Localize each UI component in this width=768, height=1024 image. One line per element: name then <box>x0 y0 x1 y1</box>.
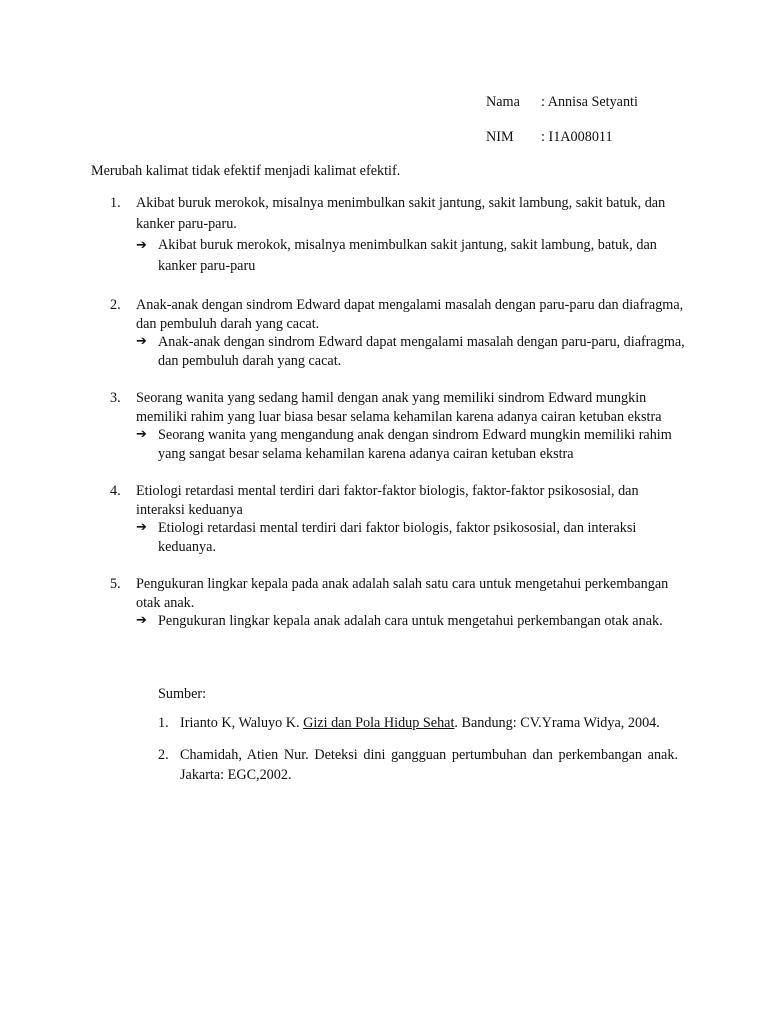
name-value: : Annisa Setyanti <box>541 94 638 110</box>
reference-number: 1. <box>158 715 169 731</box>
original-sentence: Seorang wanita yang sedang hamil dengan anak yang memiliki sindrom Edward mungkin memiliki rahim yang luar biasa besar selama kehamilan karena adanya cairan ketuban ekstra <box>136 390 662 425</box>
arrow-right-icon: ➔ <box>136 427 147 442</box>
arrow-right-icon: ➔ <box>136 520 147 535</box>
list-item <box>110 296 686 370</box>
corrected-sentence: Etiologi retardasi mental terdiri dari faktor biologis, faktor psikososial, dan interaksi keduanya. <box>158 520 637 555</box>
original-sentence: Anak-anak dengan sindrom Edward dapat mengalami masalah dengan paru-paru dan diafragma, dan pembuluh darah yang cacat. <box>136 297 684 332</box>
intro-text: Merubah kalimat tidak efektif menjadi kalimat efektif. <box>91 163 401 179</box>
nim-row <box>486 127 638 147</box>
original-sentence: Etiologi retardasi mental terdiri dari faktor-faktor biologis, faktor-faktor psikososial, dan interaksi keduanya <box>136 483 639 518</box>
nim-value: : I1A008011 <box>541 129 613 145</box>
arrow-right-icon: ➔ <box>136 334 147 349</box>
sources-title: Sumber: <box>158 686 207 702</box>
item-number: 3. <box>110 390 121 406</box>
reference-text: Chamidah, Atien Nur. Deteksi dini gangguan pertumbuhan dan perkembangan anak. Jakarta: EGC,2002. <box>180 747 678 783</box>
list-item <box>110 193 686 277</box>
corrected-sentence: Pengukuran lingkar kepala anak adalah cara untuk mengetahui perkembangan otak anak. <box>158 613 663 629</box>
reference-publisher: . Bandung: CV.Yrama Widya, 2004. <box>454 715 660 731</box>
exercise-list <box>110 193 686 650</box>
reference-book-title: Gizi dan Pola Hidup Sehat <box>303 715 455 731</box>
item-number: 1. <box>110 195 121 211</box>
item-number: 2. <box>110 297 121 313</box>
corrected-sentence: Anak-anak dengan sindrom Edward dapat mengalami masalah dengan paru-paru, diafragma, dan pembuluh darah yang cacat. <box>158 334 685 369</box>
nim-label: NIM <box>486 129 514 145</box>
reference-authors: Irianto K, Waluyo K. <box>180 715 304 731</box>
list-item <box>110 575 686 631</box>
student-info <box>486 92 638 162</box>
reference-text <box>180 708 678 738</box>
list-item <box>110 482 686 556</box>
reference-item <box>158 745 678 785</box>
reference-item <box>158 708 678 738</box>
original-sentence: Pengukuran lingkar kepala pada anak adalah salah satu cara untuk mengetahui perkembangan otak anak. <box>136 576 669 611</box>
sources-section <box>158 684 678 785</box>
arrow-right-icon: ➔ <box>136 613 147 628</box>
name-label: Nama <box>486 94 520 110</box>
name-row <box>486 92 638 112</box>
reference-number: 2. <box>158 747 169 763</box>
item-number: 4. <box>110 483 121 499</box>
list-item <box>110 389 686 463</box>
corrected-sentence: Seorang wanita yang mengandung anak dengan sindrom Edward mungkin memiliki rahim yang sangat besar selama kehamilan karena adanya cairan ketuban ekstra <box>158 427 672 462</box>
item-number: 5. <box>110 576 121 592</box>
arrow-right-icon: ➔ <box>136 238 147 253</box>
corrected-sentence: Akibat buruk merokok, misalnya menimbulkan sakit jantung, sakit lambung, batuk, dan kanker paru-paru <box>158 237 657 274</box>
original-sentence: Akibat buruk merokok, misalnya menimbulkan sakit jantung, sakit lambung, sakit batuk, dan kanker paru-paru. <box>136 195 666 232</box>
